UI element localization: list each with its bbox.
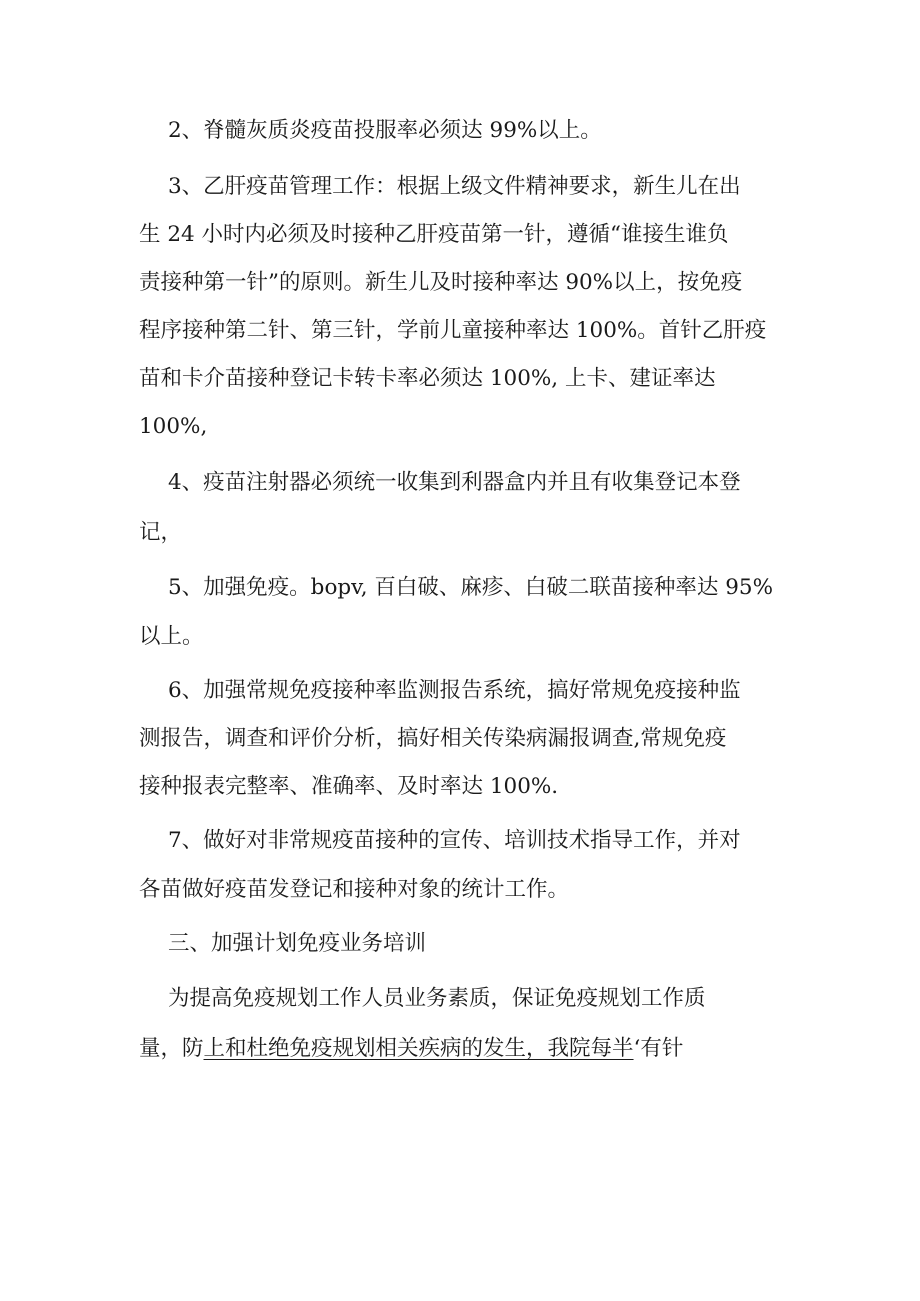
item-3-line-4: 程序接种第二针、第三针，学前儿童接种率达 100%。首针乙肝疫	[139, 318, 767, 343]
item-3-line-5: 苗和卡介苗接种登记卡转卡率必须达 100%, 上卡、建证率达	[139, 366, 716, 391]
item-4-line-2: 记，	[139, 520, 183, 545]
item-5-line-1: 5、加强免疫。bopv, 百白破、麻疹、白破二联苗接种率达 95%	[168, 575, 774, 600]
item-7-line-2: 各苗做好疫苗发登记和接种对象的统计工作。	[139, 877, 570, 902]
item-3-line-6: 100%,	[139, 414, 208, 439]
section-3-heading: 三、加强计划免疫业务培训	[168, 931, 427, 956]
section-3-line-2-end: ‘有针	[633, 1036, 684, 1061]
item-3-line-2: 生 24 小时内必须及时接种乙肝疫苗第一针，遵循“谁接生谁负	[139, 222, 729, 247]
section-3-line-1: 为提高免疫规划工作人员业务素质，保证免疫规划工作质	[168, 986, 706, 1011]
item-3-line-1: 3、乙肝疫苗管理工作：根据上级文件精神要求，新生儿在出	[168, 174, 741, 199]
section-3-line-2	[139, 1034, 789, 1064]
item-6-line-2: 测报告，调查和评价分析，搞好相关传染病漏报调查,常规免疫	[139, 726, 727, 751]
item-4-line-1: 4、疫苗注射器必须统一收集到利器盒内并且有收集登记本登	[168, 470, 741, 495]
section-3-underlined-text: 上和杜绝免疫规划相关疾病的发生，我院每半	[203, 1036, 634, 1061]
item-3-line-3: 责接种第一针”的原则。新生儿及时接种率达 90%以上，按免疫	[139, 270, 743, 295]
item-6-line-3: 接种报表完整率、准确率、及时率达 100%.	[139, 774, 559, 799]
item-5-line-2: 以上。	[139, 624, 204, 649]
item-2-line-1: 2、脊髓灰质炎疫苗投服率必须达 99%以上。	[168, 118, 602, 143]
item-7-line-1: 7、做好对非常规疫苗接种的宣传、培训技术指导工作，并对	[168, 828, 741, 853]
item-6-line-1: 6、加强常规免疫接种率监测报告系统，搞好常规免疫接种监	[168, 678, 741, 703]
section-3-line-2-start: 量，防	[139, 1036, 204, 1061]
